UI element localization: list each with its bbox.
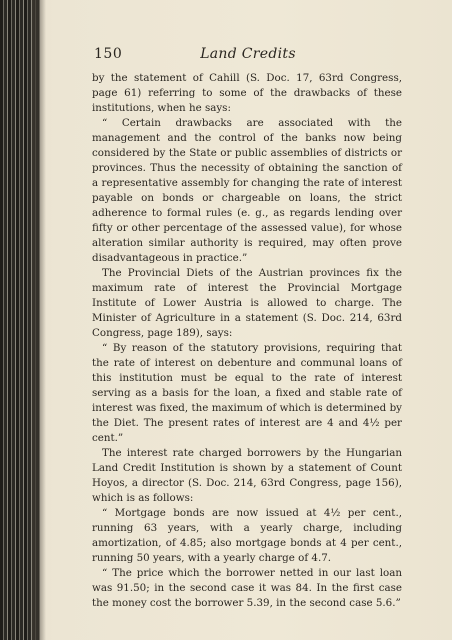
running-title: Land Credits: [200, 46, 296, 62]
page-number: 150: [94, 46, 123, 62]
paragraph-4-quote: “ By reason of the statutory provisions, requiring that the rate of interest on debenture and communal loans of this institution must be equal to the rate of interest serving as a basis for the loan, a fixed and stable rate of interest was fixed, the maximum of which is determined by the Diet. The present rates of interest are 4 and 4½ per cent.”: [92, 342, 402, 444]
paragraph-5: The interest rate charged borrowers by the Hungarian Land Credit Institution is shown by a statement of Count Hoyos, a director (S. Doc. 214, 63rd Congress, page 156), which is as follows:: [92, 447, 402, 504]
paragraph-2-quote: “ Certain drawbacks are associated with the management and the control of the banks now being considered by the State or public assemblies of districts or provinces. Thus the necessity of obtaining the sanction of a representative assembly for changing the rate of interest payable on bonds or chargeable on loans, the strict adherence to formal rules (e. g., as regards lending over fifty or other percentage of the assessed value), for whose alteration similar authority is required, may often prove disadvantageous in practice.”: [92, 117, 402, 264]
body-text: [92, 71, 402, 611]
binding-shadow: [32, 0, 46, 640]
paragraph-6-quote: “ Mortgage bonds are now issued at 4½ per cent., running 63 years, with a yearly charge, including amortization, of 4.85; also mortgage bonds at 4 per cent., running 50 years, with a yearly charge of 4.7.: [92, 507, 402, 564]
page-header: [94, 46, 402, 66]
paragraph-1: by the statement of Cahill (S. Doc. 17, 63rd Congress, page 61) referring to some of the drawbacks of these institutions, when he says:: [92, 72, 402, 114]
paragraph-7-quote: “ The price which the borrower netted in our last loan was 91.50; in the second case it was 84. In the first case the money cost the borrower 5.39, in the second case 5.6.”: [92, 567, 402, 609]
paragraph-3: The Provincial Diets of the Austrian provinces fix the maximum rate of interest the Provincial Mortgage Institute of Lower Austria is allowed to charge. The Minister of Agriculture in a statement (S. Doc. 214, 63rd Congress, page 189), says:: [92, 267, 402, 339]
